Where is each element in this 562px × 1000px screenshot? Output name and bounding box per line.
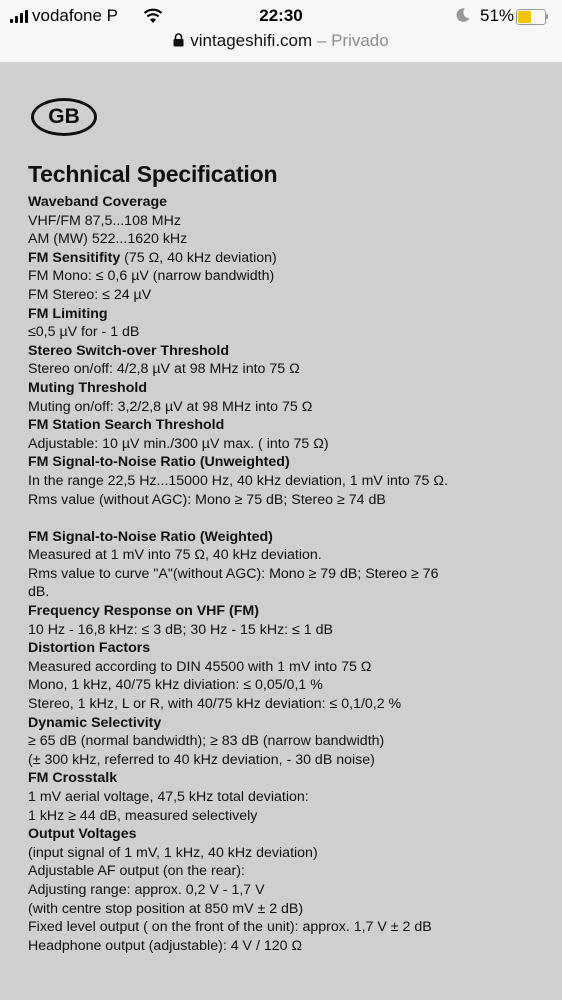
spec-section-heading xyxy=(28,379,548,398)
battery-tip xyxy=(546,14,548,19)
spec-line: (input signal of 1 mV, 1 kHz, 40 kHz deviation) xyxy=(28,844,318,861)
country-badge: GB xyxy=(31,98,97,136)
url-bar[interactable] xyxy=(0,31,562,55)
spec-line: Muting on/off: 3,2/2,8 µV at 98 MHz into 75 Ω xyxy=(28,398,313,415)
spec-line: Headphone output (adjustable): 4 V / 120 Ω xyxy=(28,937,303,954)
spec-heading-text: FM Sensitifity xyxy=(28,249,121,266)
do-not-disturb-moon-icon xyxy=(455,7,471,28)
spec-line: dB. xyxy=(28,584,50,601)
spec-heading-text: Waveband Coverage xyxy=(28,194,168,210)
spec-line: In the range 22,5 Hz...15000 Hz, 40 kHz deviation, 1 mV into 75 Ω. xyxy=(28,472,448,489)
spec-line: ≥ 65 dB (normal bandwidth); ≥ 83 dB (narrow bandwidth) xyxy=(28,733,385,750)
spec-section-heading xyxy=(28,714,548,733)
clock: 22:30 xyxy=(259,6,303,25)
spec-heading-text: Distortion Factors xyxy=(28,640,151,657)
spec-list xyxy=(28,193,548,955)
spec-heading-text: FM Signal-to-Noise Ratio (Weighted) xyxy=(28,528,273,545)
spec-section-heading xyxy=(28,602,548,621)
spec-heading-text: FM Limiting xyxy=(28,305,108,322)
spec-line: (± 300 kHz, referred to 40 kHz deviation, - 30 dB noise) xyxy=(28,751,375,768)
spec-line: (with centre stop position at 850 mV ± 2 dB) xyxy=(28,900,304,917)
spec-line: Adjusting range: approx. 0,2 V - 1,7 V xyxy=(28,881,265,898)
spec-line: 10 Hz - 16,8 kHz: ≤ 3 dB; 30 Hz - 15 kHz: ≤ 1 dB xyxy=(28,621,333,638)
spec-line: FM Mono: ≤ 0,6 µV (narrow bandwidth) xyxy=(28,268,275,285)
spec-line: Stereo, 1 kHz, L or R, with 40/75 kHz deviation: ≤ 0,1/0,2 % xyxy=(28,696,402,713)
spec-line: Mono, 1 kHz, 40/75 kHz diviation: ≤ 0,05/0,1 % xyxy=(28,677,323,694)
spec-heading-text: FM Signal-to-Noise Ratio (Unweighted) xyxy=(28,454,290,471)
spec-line: Adjustable AF output (on the rear): xyxy=(28,863,245,880)
spec-section-heading xyxy=(28,249,548,268)
carrier-name: vodafone P xyxy=(32,6,119,25)
spec-section-heading xyxy=(28,769,548,788)
spec-section-heading xyxy=(28,342,548,361)
spec-section-heading xyxy=(28,305,548,324)
spec-line: FM Stereo: ≤ 24 µV xyxy=(28,286,152,303)
spec-spacer xyxy=(28,509,548,528)
spec-line: AM (MW) 522...1620 kHz xyxy=(28,231,188,248)
page-title: Technical Specification xyxy=(28,161,278,187)
battery-percentage: 51% xyxy=(480,6,515,25)
battery-level-fill xyxy=(518,11,531,23)
spec-heading-text: Dynamic Selectivity xyxy=(28,714,162,731)
spec-heading-text: FM Crosstalk xyxy=(28,770,118,787)
spec-heading-text: FM Station Search Threshold xyxy=(28,417,225,434)
private-mode-label: – Privado xyxy=(312,31,389,50)
spec-line: ≤0,5 µV for - 1 dB xyxy=(28,324,140,341)
spec-heading-text: Stereo Switch-over Threshold xyxy=(28,342,230,359)
spec-line: Measured at 1 mV into 75 Ω, 40 kHz deviation. xyxy=(28,547,322,564)
spec-line: 1 mV aerial voltage, 47,5 kHz total deviation: xyxy=(28,789,309,805)
spec-heading-text: Muting Threshold xyxy=(28,379,148,396)
spec-heading-text: Output Voltages xyxy=(28,826,137,843)
spec-line: Stereo on/off: 4/2,8 µV at 98 MHz into 75 Ω xyxy=(28,361,300,378)
spec-heading-text: Frequency Response on VHF (FM) xyxy=(28,603,259,620)
battery-icon xyxy=(516,9,546,25)
spec-line: Rms value to curve "A"(without AGC): Mono ≥ 79 dB; Stereo ≥ 76 xyxy=(28,565,439,582)
spec-line: Adjustable: 10 µV min./300 µV max. ( into 75 Ω) xyxy=(28,435,329,452)
browser-top-bar xyxy=(0,0,562,63)
spec-line: Fixed level output ( on the front of the unit): approx. 1,7 V ± 2 dB xyxy=(28,919,432,936)
spec-line: Rms value (without AGC): Mono ≥ 75 dB; Stereo ≥ 74 dB xyxy=(28,491,386,508)
spec-line: Measured according to DIN 45500 with 1 mV into 75 Ω xyxy=(28,658,372,675)
url-domain: vintageshifi.com xyxy=(190,31,313,50)
spec-heading-suffix: (75 Ω, 40 kHz deviation) xyxy=(120,249,277,266)
scanned-manual-page xyxy=(0,63,562,1000)
spec-line: 1 kHz ≥ 44 dB, measured selectively xyxy=(28,807,258,824)
status-bar xyxy=(0,6,562,28)
spec-section-heading xyxy=(28,825,548,844)
spec-section-heading xyxy=(28,193,548,212)
spec-section-heading xyxy=(28,453,548,472)
spec-section-heading xyxy=(28,639,548,658)
spec-line: VHF/FM 87,5...108 MHz xyxy=(28,212,181,229)
spec-section-heading xyxy=(28,528,548,547)
spec-section-heading xyxy=(28,416,548,435)
lock-icon xyxy=(173,32,184,52)
